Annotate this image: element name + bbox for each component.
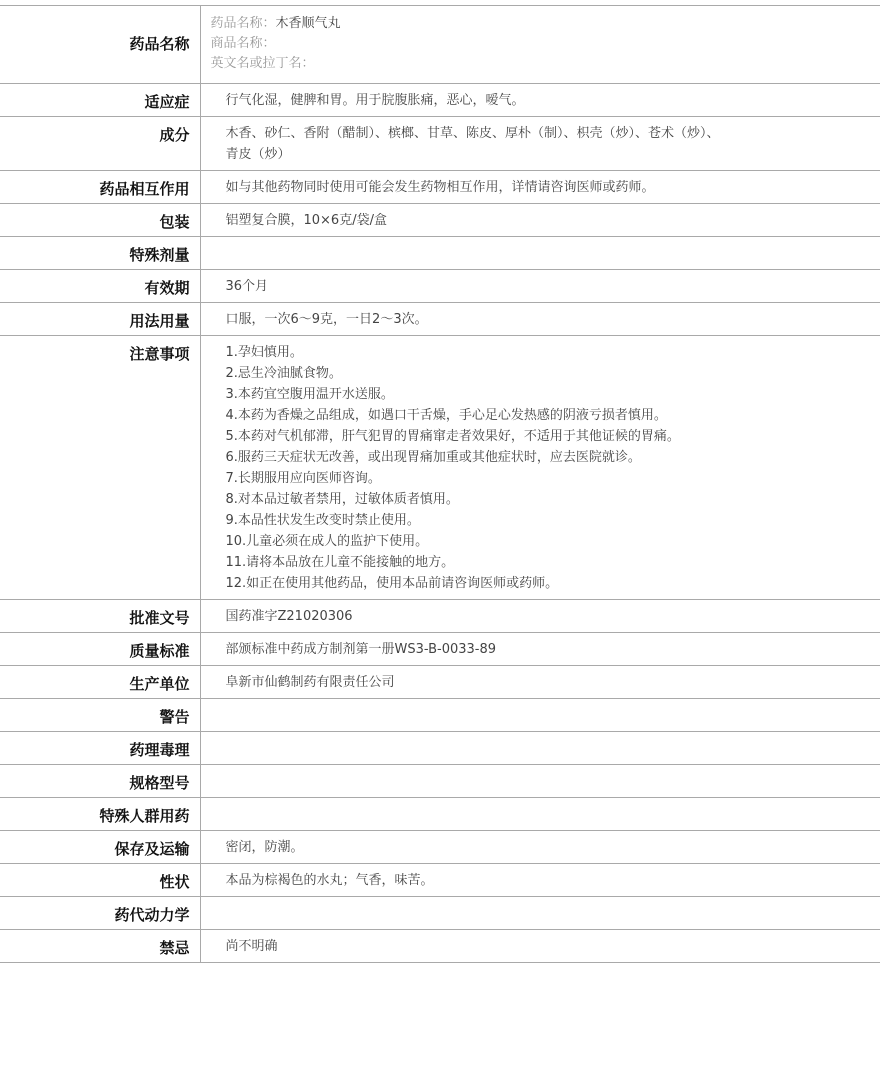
precaution-item: 8.对本品过敏者禁用，过敏体质者慎用。: [225, 492, 459, 507]
drug-spec-document: [0, 5, 880, 963]
row-label: 保存及运输: [0, 831, 200, 864]
row-label: 包装: [0, 204, 200, 237]
row-value: [200, 732, 880, 765]
row-label: 禁忌: [0, 930, 200, 963]
row-value: 铝塑复合膜，10×6克/袋/盒: [200, 204, 880, 237]
row-approval: [0, 600, 880, 633]
row-special-population: [0, 798, 880, 831]
ingredients-line: 青皮（炒）: [225, 147, 291, 162]
row-ingredients: [0, 117, 880, 171]
row-value: 本品为棕褐色的水丸；气香，味苦。: [200, 864, 880, 897]
row-contraindications: [0, 930, 880, 963]
row-special-dosage: [0, 237, 880, 270]
precaution-item: 4.本药为香燥之品组成，如遇口干舌燥，手心足心发热感的阴液亏损者慎用。: [225, 408, 667, 423]
row-value: 如与其他药物同时使用可能会发生药物相互作用，详情请咨询医师或药师。: [200, 171, 880, 204]
row-label: 药理毒理: [0, 732, 200, 765]
row-label: 注意事项: [0, 336, 200, 600]
generic-name-value: 木香顺气丸: [275, 16, 341, 31]
row-value: 行气化湿，健脾和胃。用于脘腹胀痛，恶心，嗳气。: [200, 84, 880, 117]
trade-name-line: [211, 34, 871, 54]
row-description: [0, 864, 880, 897]
drug-spec-table: [0, 5, 880, 963]
row-value: [200, 897, 880, 930]
row-value: 口服，一次6～9克，一日2～3次。: [200, 303, 880, 336]
row-value: [200, 765, 880, 798]
row-packaging: [0, 204, 880, 237]
row-label: 质量标准: [0, 633, 200, 666]
row-validity: [0, 270, 880, 303]
row-label: 生产单位: [0, 666, 200, 699]
precaution-item: 5.本药对气机郁滞，肝气犯胃的胃痛窜走者效果好，不适用于其他证候的胃痛。: [225, 429, 680, 444]
latin-name-label: 英文名或拉丁名：: [210, 56, 315, 71]
drug-name-values: [200, 6, 880, 84]
row-label: 成分: [0, 117, 200, 171]
latin-name-line: [211, 54, 871, 74]
row-value: 尚不明确: [200, 930, 880, 963]
row-value: [200, 798, 880, 831]
row-label: 规格型号: [0, 765, 200, 798]
precaution-item: 11.请将本品放在儿童不能接触的地方。: [225, 555, 455, 570]
generic-name-line: [211, 14, 871, 34]
row-value: 部颁标准中药成方制剂第一册WS3-B-0033-89: [200, 633, 880, 666]
row-label: 用法用量: [0, 303, 200, 336]
row-drug-name: [0, 6, 880, 84]
row-indications: [0, 84, 880, 117]
row-value: [200, 237, 880, 270]
precaution-item: 9.本品性状发生改变时禁止使用。: [225, 513, 420, 528]
row-value: [200, 699, 880, 732]
row-label: 批准文号: [0, 600, 200, 633]
row-quality: [0, 633, 880, 666]
row-value: [200, 336, 880, 600]
row-label: 药代动力学: [0, 897, 200, 930]
row-label: 药品相互作用: [0, 171, 200, 204]
precaution-item: 1.孕妇慎用。: [225, 345, 303, 360]
row-manufacturer: [0, 666, 880, 699]
row-precautions: [0, 336, 880, 600]
precaution-item: 6.服药三天症状无改善，或出现胃痛加重或其他症状时，应去医院就诊。: [225, 450, 641, 465]
row-storage: [0, 831, 880, 864]
row-label: 特殊剂量: [0, 237, 200, 270]
precaution-item: 10.儿童必须在成人的监护下使用。: [225, 534, 429, 549]
row-specification: [0, 765, 880, 798]
ingredients-line: 木香、砂仁、香附（醋制）、槟榔、甘草、陈皮、厚朴（制）、枳壳（炒）、苍术（炒）、: [225, 126, 720, 141]
row-label: 适应症: [0, 84, 200, 117]
row-label: 药品名称: [0, 6, 200, 84]
row-value: 36个月: [200, 270, 880, 303]
row-label: 有效期: [0, 270, 200, 303]
precaution-item: 2.忌生冷油腻食物。: [225, 366, 342, 381]
row-value: [200, 117, 880, 171]
row-pharmacokinetics: [0, 897, 880, 930]
row-usage: [0, 303, 880, 336]
precaution-item: 3.本药宜空腹用温开水送服。: [225, 387, 394, 402]
row-pharmacology: [0, 732, 880, 765]
generic-name-label: 药品名称：: [210, 16, 276, 31]
row-warning: [0, 699, 880, 732]
row-label: 性状: [0, 864, 200, 897]
precaution-item: 7.长期服用应向医师咨询。: [225, 471, 381, 486]
row-value: 国药准字Z21020306: [200, 600, 880, 633]
row-label: 警告: [0, 699, 200, 732]
precaution-item: 12.如正在使用其他药品，使用本品前请咨询医师或药师。: [225, 576, 559, 591]
row-value: 阜新市仙鹤制药有限责任公司: [200, 666, 880, 699]
row-label: 特殊人群用药: [0, 798, 200, 831]
row-interactions: [0, 171, 880, 204]
row-value: 密闭，防潮。: [200, 831, 880, 864]
trade-name-label: 商品名称：: [210, 36, 276, 51]
